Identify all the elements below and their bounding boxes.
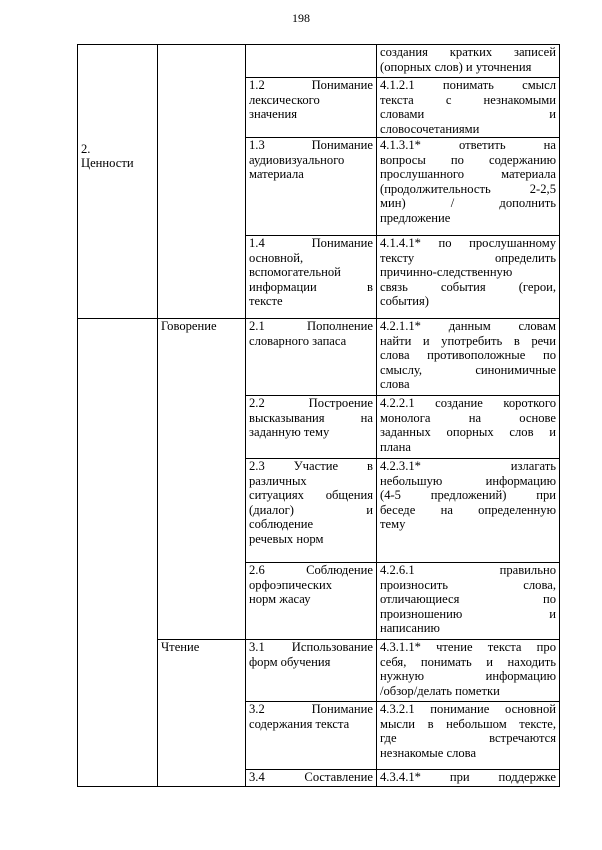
subskill-cell	[246, 138, 377, 236]
cell-line: заданную тему	[249, 425, 330, 439]
subskill-cell	[246, 563, 377, 640]
cell-line: (продолжительность 2-2,5	[380, 181, 556, 196]
cell-line: норм жасау	[249, 592, 311, 606]
objective-cell	[377, 563, 560, 640]
cell-line: незнакомые слова	[380, 745, 477, 760]
cell-line: словами и	[380, 107, 556, 121]
cell-line: словарного запаса	[249, 333, 347, 348]
cell-line: основной,	[249, 250, 304, 265]
cell-line: словосочетаниями	[380, 121, 480, 136]
cell-line: тексте	[249, 294, 283, 308]
cell-line: форм обучения	[249, 654, 331, 669]
cell-line: 2.1 Пополнение	[249, 319, 373, 333]
subskill-cell	[246, 78, 377, 138]
cell-line: беседе на определенную	[380, 502, 556, 517]
cell-line: /обзор/делать пометки	[380, 683, 500, 698]
cell-line: слова	[380, 377, 410, 391]
subskill-cell	[246, 702, 377, 770]
cell-line: различных	[249, 473, 307, 488]
cell-line: произносить слова,	[380, 577, 556, 592]
objective-cell	[377, 236, 560, 319]
cell-line: 1.3 Понимание	[249, 138, 373, 152]
cell-line: 4.2.6.1 правильно	[380, 563, 556, 577]
cell-line: 3.2 Понимание	[249, 702, 373, 716]
cell-line: вопросы по содержанию	[380, 152, 556, 167]
cell-line: связь события (герои,	[380, 279, 556, 294]
subskill-cell	[246, 45, 377, 78]
cell-line: высказывания на	[249, 410, 373, 425]
objective-cell	[377, 78, 560, 138]
cell-line: (4-5 предложений) при	[380, 488, 556, 502]
cell-line: прослушанного материала	[380, 167, 556, 181]
subskill-cell	[246, 770, 377, 787]
cell-line: содержания текста	[249, 716, 350, 731]
cell-line: предложение	[380, 210, 451, 225]
cell-line: 2.3 Участие в	[249, 459, 373, 473]
cell-line: информации в	[249, 279, 373, 294]
cell-line: 4.1.2.1 понимать смысл	[380, 78, 556, 92]
table-row	[78, 45, 560, 78]
table-row	[78, 319, 560, 396]
subskill-cell	[246, 319, 377, 396]
cell-line: мин) / дополнить	[380, 196, 556, 210]
cell-line: лексического	[249, 92, 320, 107]
cell-line: 4.3.4.1* при поддержке	[380, 770, 556, 784]
skill-cell-reading	[158, 640, 246, 787]
objective-cell	[377, 45, 560, 78]
cell-line: орфоэпических	[249, 577, 333, 592]
objective-cell	[377, 702, 560, 770]
skill-cell-speaking	[158, 319, 246, 640]
cell-line: написанию	[380, 621, 440, 635]
cell-line: 4.2.2.1 создание короткого	[380, 396, 556, 410]
cell-line: значения	[249, 107, 297, 121]
cell-line: (диалог) и	[249, 502, 373, 517]
cell-line: 1.4 Понимание	[249, 236, 373, 250]
cell-line: 3.1 Использование	[249, 640, 373, 654]
objective-cell	[377, 319, 560, 396]
cell-line: тексту определить	[380, 250, 556, 265]
cell-line: ситуациях общения	[249, 488, 373, 502]
cell-line: причинно-следственную	[380, 265, 513, 279]
subskill-cell	[246, 640, 377, 702]
cell-line: (опорных слов) и уточнения	[380, 59, 532, 74]
cell-line: 3.4 Составление	[249, 770, 373, 784]
cell-line: 4.1.4.1* по прослушанному	[380, 236, 556, 250]
objective-cell	[377, 770, 560, 787]
section-title: 2. Ценности	[81, 141, 134, 170]
page-number: 198	[292, 11, 310, 25]
cell-line: 4.3.1.1* чтение текста про	[380, 640, 556, 654]
section-cell	[78, 45, 158, 319]
cell-line: небольшую информацию	[380, 473, 556, 488]
cell-line: 4.2.1.1* данным словам	[380, 319, 556, 333]
cell-line: нужную информацию	[380, 669, 556, 683]
cell-line: 4.2.3.1* излагать	[380, 459, 556, 473]
cell-line: тему	[380, 517, 406, 531]
cell-line: монолога на основе	[380, 410, 556, 425]
cell-line: заданных опорных слов и	[380, 425, 556, 439]
cell-line: соблюдение	[249, 517, 314, 531]
cell-line: найти и употребить в речи	[380, 333, 556, 348]
objective-cell	[377, 459, 560, 563]
objective-cell	[377, 396, 560, 459]
cell-line: произношению и	[380, 606, 556, 621]
curriculum-table	[77, 44, 560, 787]
subskill-cell	[246, 396, 377, 459]
cell-line: 2.6 Соблюдение	[249, 563, 373, 577]
cell-line: материала	[249, 167, 304, 181]
cell-line: мысли в небольшом тексте,	[380, 716, 556, 731]
cell-line: создания кратких записей	[380, 45, 556, 59]
cell-line: где встречаются	[380, 731, 556, 745]
skill-cell-listening	[158, 45, 246, 319]
cell-line: слова противоположные по	[380, 348, 556, 362]
cell-line: себя, понимать и находить	[380, 654, 556, 669]
cell-line: вспомогательной	[249, 265, 341, 279]
skill-label: Говорение	[161, 319, 217, 333]
cell-line: аудиовизуального	[249, 152, 345, 167]
cell-line: события)	[380, 294, 429, 308]
objective-cell	[377, 138, 560, 236]
cell-line: 4.1.3.1* ответить на	[380, 138, 556, 152]
cell-line: 1.2 Понимание	[249, 78, 373, 92]
cell-line: 2.2 Построение	[249, 396, 373, 410]
cell-line: плана	[380, 439, 411, 454]
cell-line: смыслу, синонимичные	[380, 362, 556, 377]
subskill-cell	[246, 459, 377, 563]
skill-label: Чтение	[161, 640, 200, 654]
cell-line: текста с незнакомыми	[380, 92, 556, 107]
section-cell-empty	[78, 319, 158, 787]
cell-line: 4.3.2.1 понимание основной	[380, 702, 556, 716]
subskill-cell	[246, 236, 377, 319]
cell-line: отличающиеся по	[380, 592, 556, 606]
cell-line: речевых норм	[249, 531, 324, 546]
objective-cell	[377, 640, 560, 702]
